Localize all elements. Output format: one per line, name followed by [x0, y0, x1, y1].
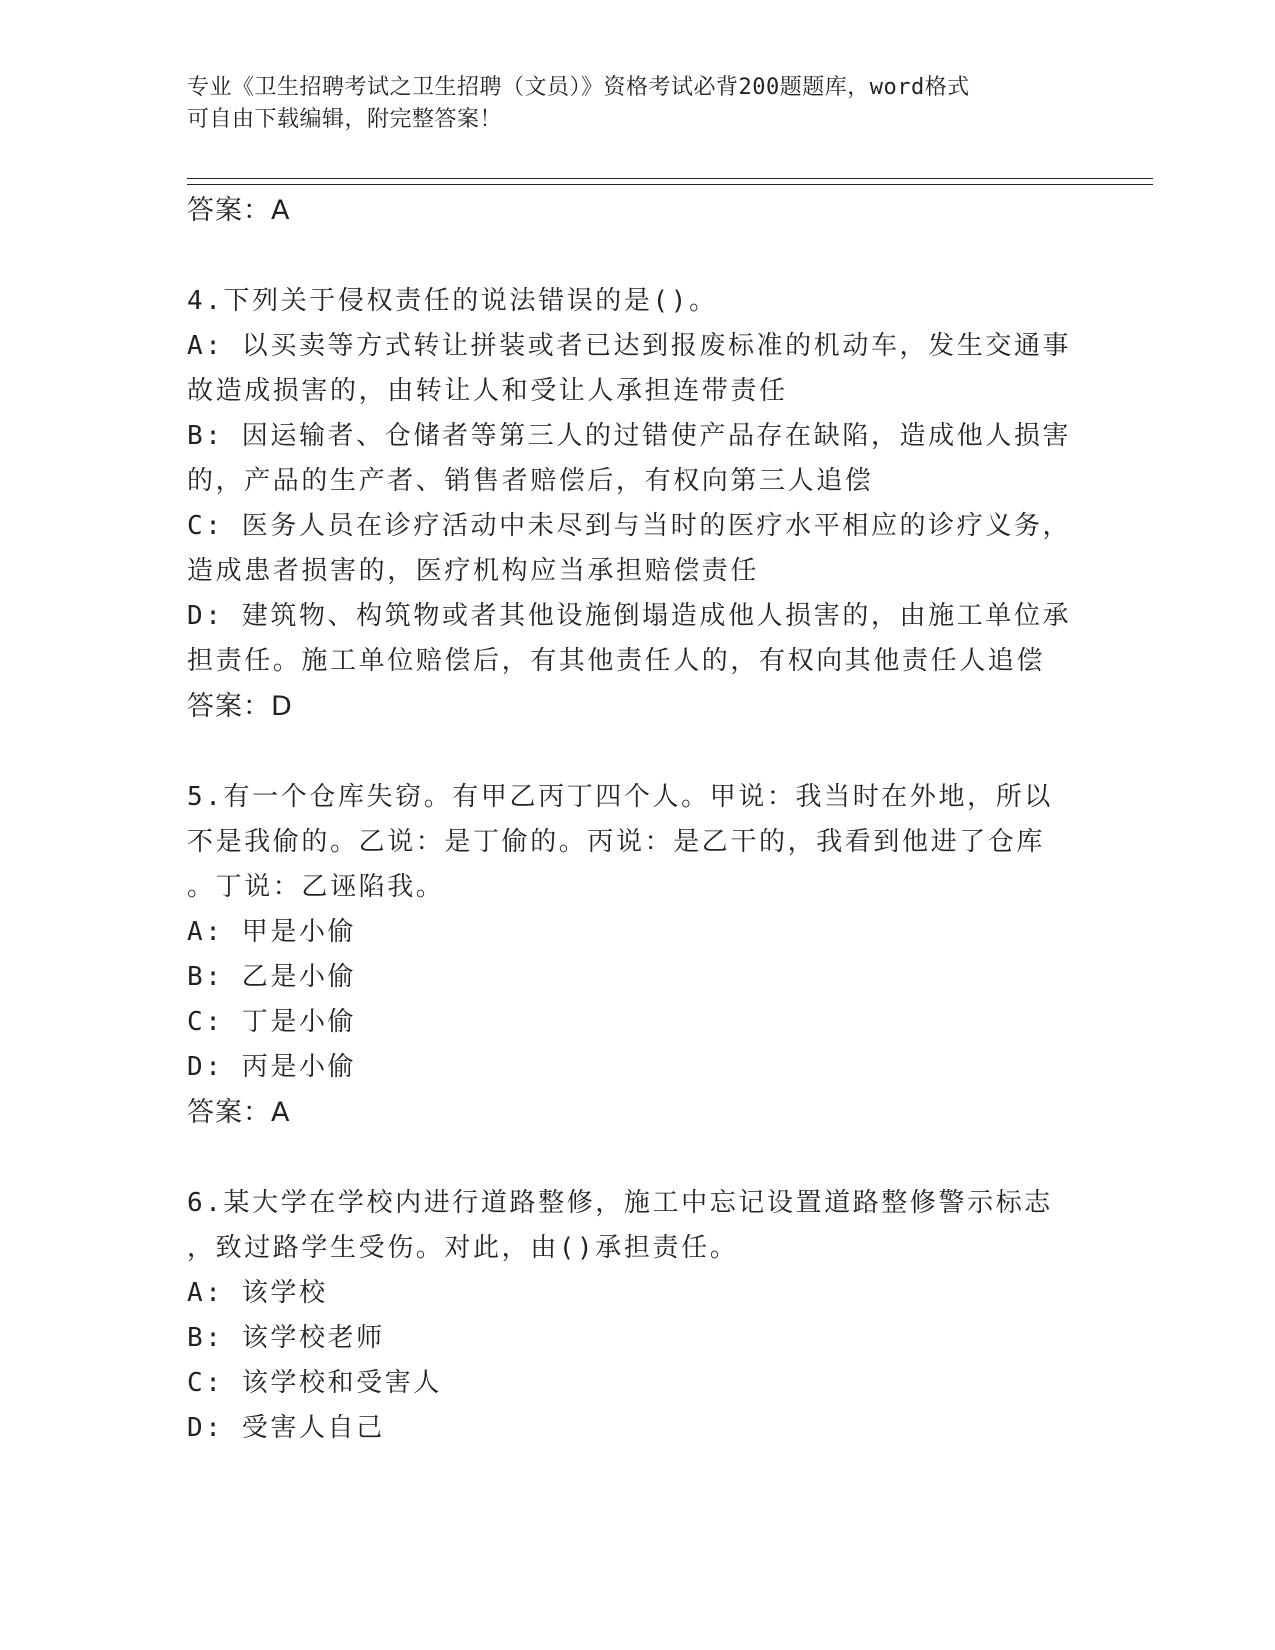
option-d: D: 丙是小偷 [187, 1052, 357, 1082]
answer-q3: 答案：A [187, 195, 291, 226]
spacer [187, 729, 1077, 775]
option-d: D: 建筑物、构筑物或者其他设施倒塌造成他人损害的，由施工单位承 [187, 601, 1072, 631]
answer: 答案：D [187, 691, 293, 722]
question-stem-cont: 。丁说：乙诬陷我。 [187, 872, 445, 902]
option-b-cont: 的，产品的生产者、销售者赔偿后，有权向第三人追偿 [187, 466, 874, 496]
option-c: C: 丁是小偷 [187, 1007, 357, 1037]
spacer [187, 233, 1077, 279]
option-c: C: 医务人员在诊疗活动中未尽到与当时的医疗水平相应的诊疗义务， [187, 511, 1072, 541]
header-divider-bottom [187, 184, 1153, 185]
answer: 答案：A [187, 1097, 291, 1128]
option-b: B: 该学校老师 [187, 1323, 385, 1353]
question-stem: 4.下列关于侵权责任的说法错误的是()。 [187, 286, 718, 316]
option-c-cont: 造成患者损害的，医疗机构应当承担赔偿责任 [187, 556, 760, 586]
question-stem: 5.有一个仓库失窃。有甲乙丙丁四个人。甲说：我当时在外地，所以 [187, 782, 1053, 812]
option-a: A: 以买卖等方式转让拼装或者已达到报废标准的机动车，发生交通事 [187, 331, 1072, 361]
spacer [187, 1135, 1077, 1181]
question-4 [187, 279, 1077, 729]
option-a-cont: 故造成损害的，由转让人和受让人承担连带责任 [187, 376, 788, 406]
header-title-line-2: 可自由下载编辑，附完整答案！ [187, 107, 503, 132]
question-5 [187, 775, 1077, 1135]
question-stem-cont: 不是我偷的。乙说：是丁偷的。丙说：是乙干的，我看到他进了仓库 [187, 827, 1046, 857]
question-stem-cont: ，致过路学生受伤。对此，由()承担责任。 [187, 1233, 739, 1263]
question-content [187, 188, 1077, 1451]
header-divider-top [187, 178, 1153, 179]
option-b: B: 乙是小偷 [187, 962, 357, 992]
option-d: D: 受害人自己 [187, 1413, 385, 1443]
option-a: A: 甲是小偷 [187, 917, 357, 947]
question-6 [187, 1181, 1077, 1451]
option-c: C: 该学校和受害人 [187, 1368, 442, 1398]
option-a: A: 该学校 [187, 1278, 328, 1308]
option-b: B: 因运输者、仓储者等第三人的过错使产品存在缺陷，造成他人损害 [187, 421, 1072, 451]
option-d-cont: 担责任。施工单位赔偿后，有其他责任人的，有权向其他责任人追偿 [187, 646, 1046, 676]
header-title-line-1: 专业《卫生招聘考试之卫生招聘（文员）》资格考试必背200题题库，word格式 [187, 75, 970, 100]
document-header [187, 72, 1067, 136]
question-stem: 6.某大学在学校内进行道路整修，施工中忘记设置道路整修警示标志 [187, 1188, 1053, 1218]
